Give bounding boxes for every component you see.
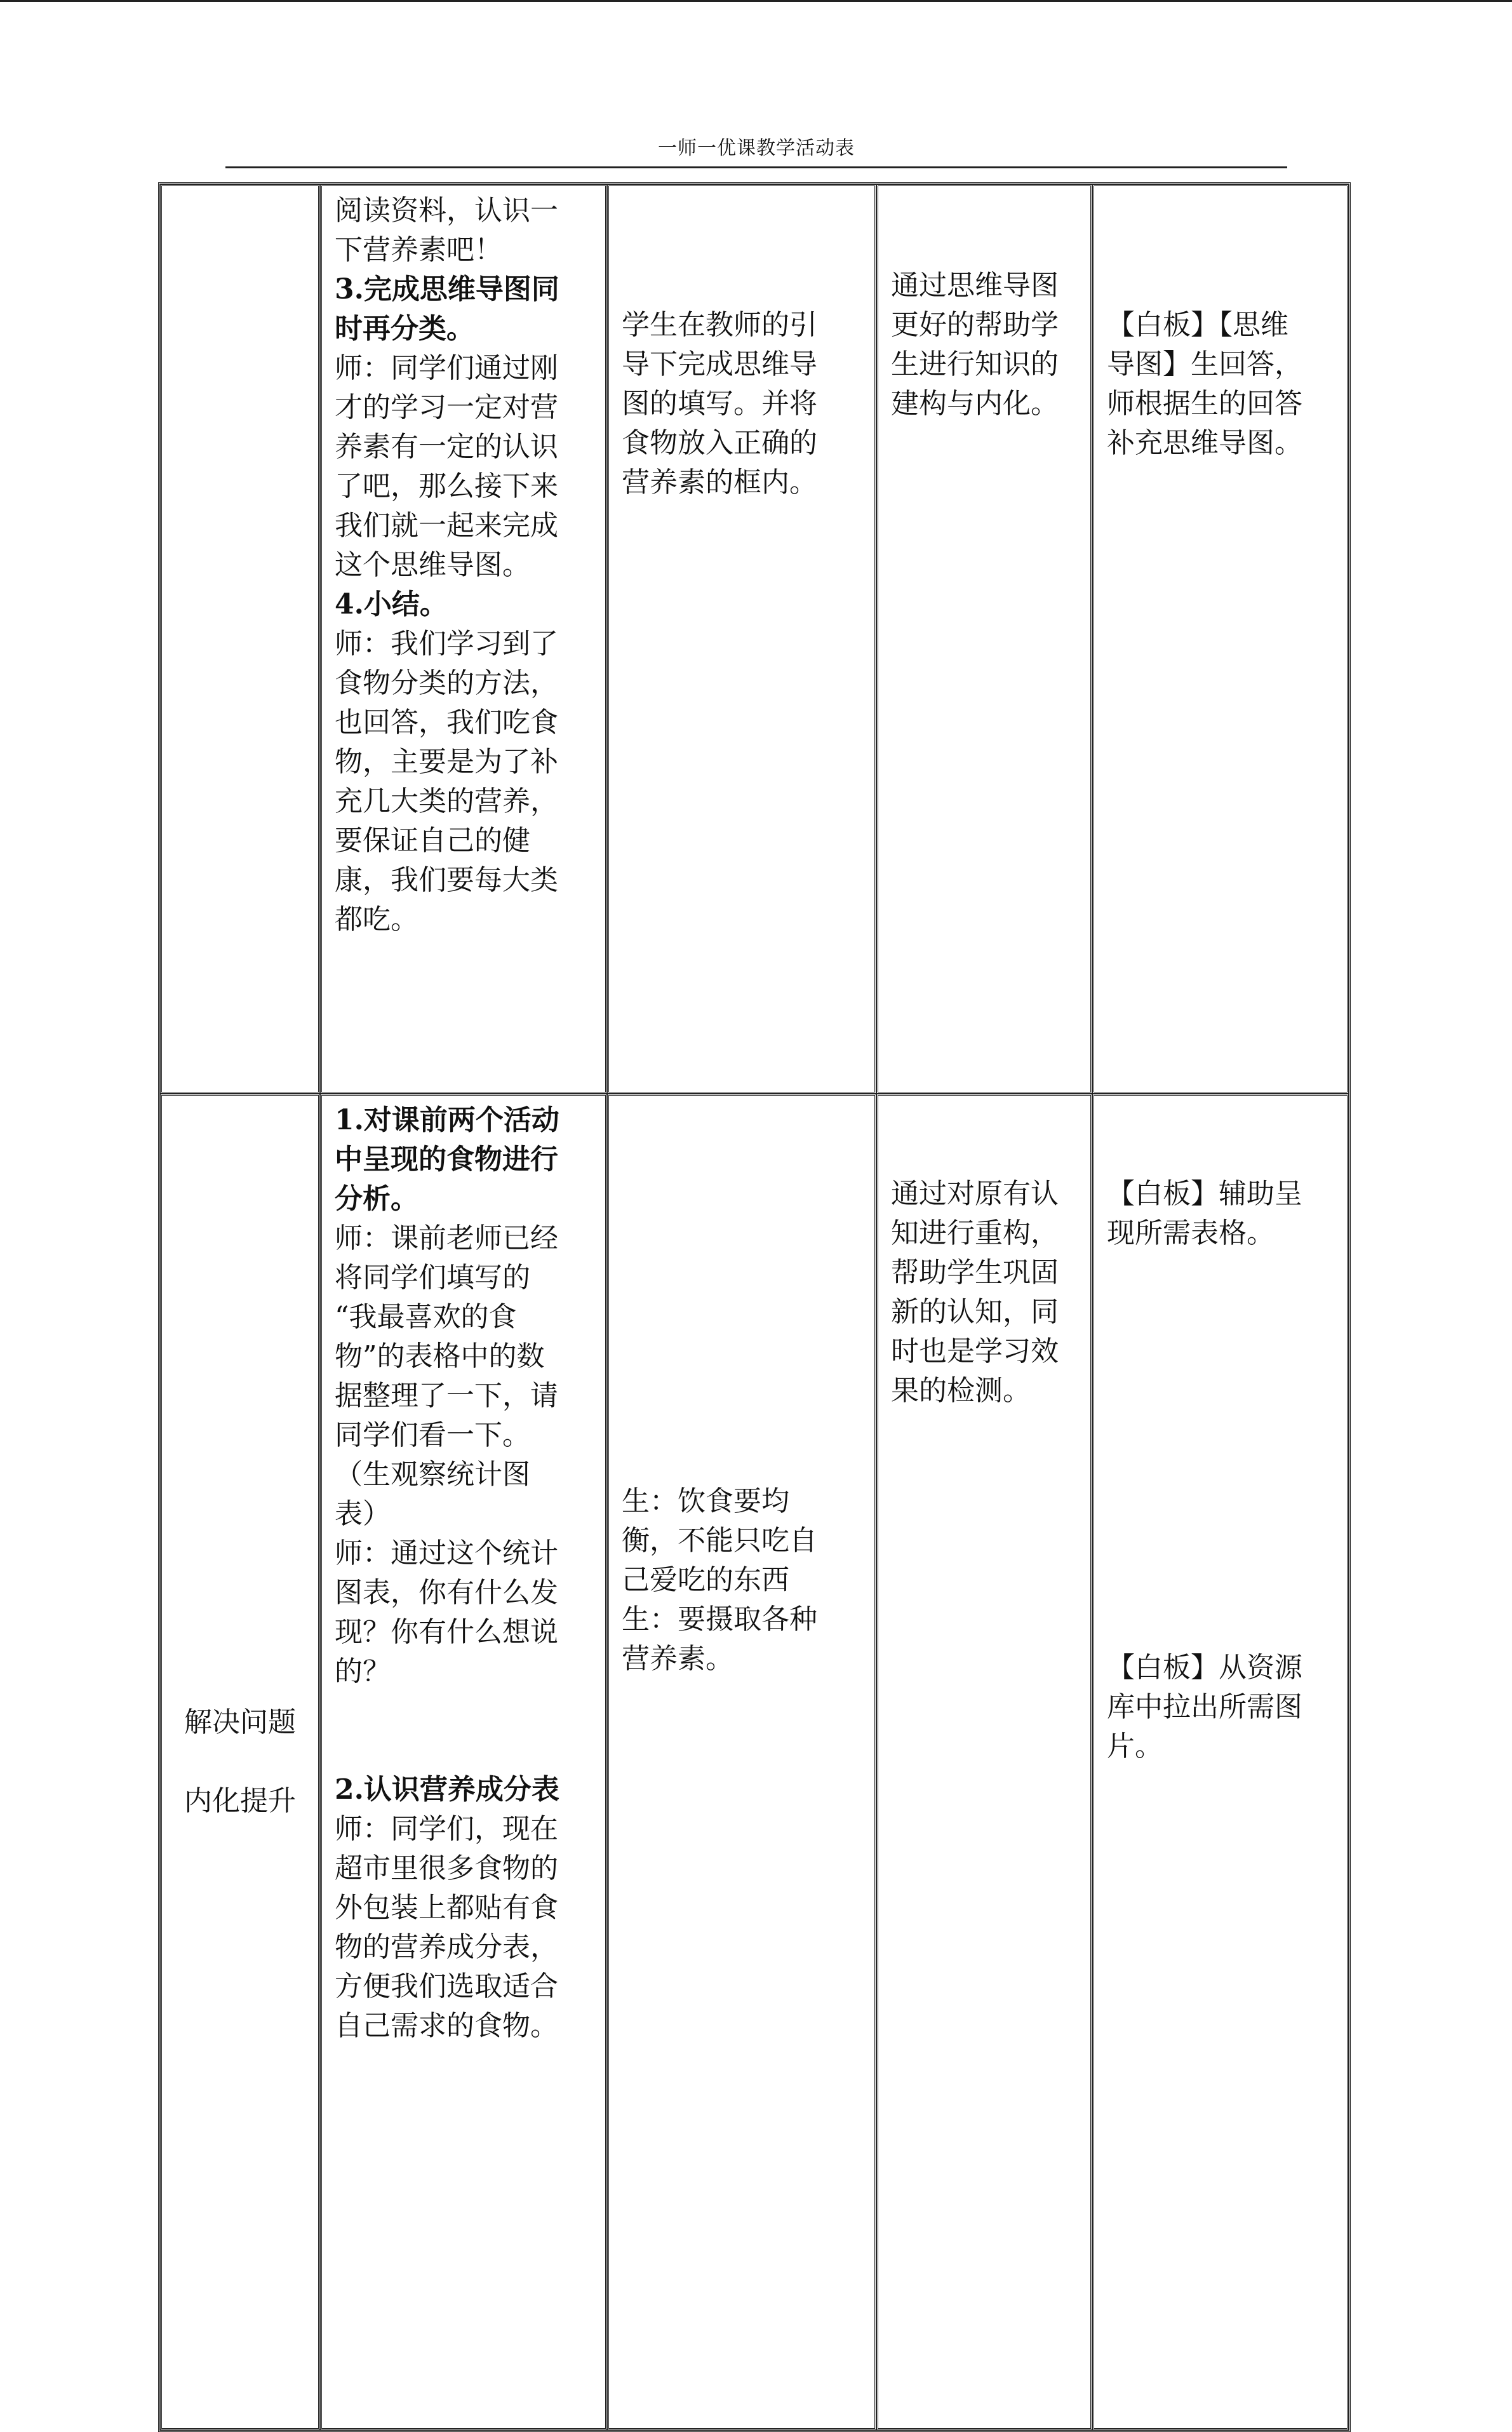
text-line: 新的认知，同 xyxy=(891,1296,1059,1328)
tech-use-text xyxy=(1107,1174,1334,1253)
text-line: 通过对原有认 xyxy=(891,1178,1059,1210)
text-line: 内化提升 xyxy=(184,1785,296,1817)
text-line: 康，我们要每大类 xyxy=(335,864,558,896)
student-activity-cell xyxy=(607,184,876,1094)
text-line: 师：课前老师已经 xyxy=(335,1222,558,1254)
text-line: 解决问题 xyxy=(184,1706,296,1738)
text-line: 2.认识营养成分表 xyxy=(335,1773,559,1806)
text-line: 阅读资料，认识一 xyxy=(335,194,558,227)
text-line: 也回答，我们吃食 xyxy=(335,706,558,739)
tech-use-cell xyxy=(1092,184,1349,1094)
teacher-activity-cell xyxy=(320,184,607,1094)
stage-cell xyxy=(160,1094,320,2430)
text-line: 衡，不能只吃自 xyxy=(622,1524,817,1557)
table-row xyxy=(160,184,1349,1094)
text-line: 师根据生的回答 xyxy=(1107,387,1302,420)
text-line: 4.小结。 xyxy=(335,588,448,621)
text-line: 物，主要是为了补 xyxy=(335,746,558,778)
teacher-activity-text xyxy=(335,1101,592,2046)
text-line: 分析。 xyxy=(335,1183,418,1215)
tech-use-cell xyxy=(1092,1094,1349,2430)
text-line: 知进行重构， xyxy=(891,1217,1059,1249)
text-line: 了吧，那么接下来 xyxy=(335,470,558,502)
stage-label xyxy=(162,1683,318,1841)
text-line: 导图】生回答， xyxy=(1107,348,1302,380)
tech-use-text xyxy=(1107,1648,1334,1766)
design-intent-text xyxy=(891,266,1078,424)
text-line: 自己需求的食物。 xyxy=(335,2010,558,2042)
text-line: 补充思维导图。 xyxy=(1107,427,1302,459)
text-line: 才的学习一定对营 xyxy=(335,391,558,424)
text-line: 己爱吃的东西 xyxy=(622,1564,789,1596)
text-line: 充几大类的营养， xyxy=(335,785,558,817)
text-line: 表） xyxy=(335,1498,391,1530)
design-intent-cell xyxy=(876,1094,1092,2430)
text-line: 帮助学生巩固 xyxy=(891,1256,1059,1289)
text-line: 将同学们填写的 xyxy=(335,1261,530,1294)
text-line: 3.完成思维导图同 xyxy=(335,273,559,306)
text-line: 生：要摄取各种 xyxy=(622,1603,817,1636)
teacher-activity-text xyxy=(335,191,592,939)
header-rule xyxy=(225,166,1287,168)
text-line: 下营养素吧！ xyxy=(335,234,502,266)
text-line: 库中拉出所需图 xyxy=(1107,1691,1302,1723)
text-line: 师：通过这个统计 xyxy=(335,1537,558,1569)
text-line: 物的营养成分表， xyxy=(335,1931,558,1963)
text-line: 【白板】辅助呈 xyxy=(1107,1178,1302,1210)
text-line: 【白板】从资源 xyxy=(1107,1651,1302,1684)
text-line: 营养素的框内。 xyxy=(622,466,817,499)
text-line: 图的填写。并将 xyxy=(622,387,817,420)
student-activity-text xyxy=(622,1482,862,1679)
text-line: 生进行知识的 xyxy=(891,348,1059,380)
page-header-title: 一师一优课教学活动表 xyxy=(658,137,855,159)
text-line: 师：同学们，现在 xyxy=(335,1813,558,1845)
text-line: 师：我们学习到了 xyxy=(335,628,558,660)
text-line: 超市里很多食物的 xyxy=(335,1852,558,1884)
text-line: 学生在教师的引 xyxy=(622,309,817,341)
text-line xyxy=(335,1731,592,1770)
text-line: 食物分类的方法， xyxy=(335,667,558,699)
text-line: 导下完成思维导 xyxy=(622,348,817,380)
text-line: 的？ xyxy=(335,1655,391,1688)
text-line: 养素有一定的认识 xyxy=(335,431,558,463)
text-line: 我们就一起来完成 xyxy=(335,509,558,542)
text-line: 片。 xyxy=(1107,1730,1163,1763)
text-line: 【白板】【思维 xyxy=(1107,309,1288,341)
text-line: 都吃。 xyxy=(335,903,418,936)
text-line xyxy=(335,1691,592,1731)
stage-cell xyxy=(160,184,320,1094)
text-line: （生观察统计图 xyxy=(335,1458,530,1491)
text-line: 建构与内化。 xyxy=(891,387,1059,420)
text-line: 食物放入正确的 xyxy=(622,427,817,459)
text-line: 现所需表格。 xyxy=(1107,1217,1274,1249)
text-line: 果的检测。 xyxy=(891,1374,1031,1407)
text-line: 中呈现的食物进行 xyxy=(335,1143,558,1176)
tech-use-gap xyxy=(1107,1253,1334,1648)
text-line: 生：饮食要均 xyxy=(622,1485,789,1517)
lesson-activity-table xyxy=(158,182,1351,2432)
text-line: 这个思维导图。 xyxy=(335,549,530,581)
page-top-border xyxy=(0,0,1512,2)
text-line: 师：同学们通过刚 xyxy=(335,352,558,384)
text-line: 物”的表格中的数 xyxy=(335,1340,545,1373)
text-line: 营养素。 xyxy=(622,1643,733,1675)
text-line: 时再分类。 xyxy=(335,312,474,345)
design-intent-text xyxy=(891,1174,1078,1411)
table-row xyxy=(160,1094,1349,2430)
student-activity-text xyxy=(622,306,862,502)
text-line: “我最喜欢的食 xyxy=(335,1301,517,1333)
student-activity-cell xyxy=(607,1094,876,2430)
text-line: 现？你有什么想说 xyxy=(335,1616,558,1648)
tech-use-text xyxy=(1107,306,1334,463)
text-line: 通过思维导图 xyxy=(891,269,1059,302)
text-line: 时也是学习效 xyxy=(891,1335,1059,1367)
text-line: 据整理了一下，请 xyxy=(335,1380,558,1412)
text-line: 要保证自己的健 xyxy=(335,824,530,857)
text-line: 图表，你有什么发 xyxy=(335,1576,558,1609)
text-line: 1.对课前两个活动 xyxy=(335,1104,559,1136)
text-line: 外包装上都贴有食 xyxy=(335,1891,558,1924)
text-line: 更好的帮助学 xyxy=(891,309,1059,341)
text-line: 方便我们选取适合 xyxy=(335,1970,558,2003)
design-intent-cell xyxy=(876,184,1092,1094)
text-line: 同学们看一下。 xyxy=(335,1419,530,1451)
teacher-activity-cell xyxy=(320,1094,607,2430)
